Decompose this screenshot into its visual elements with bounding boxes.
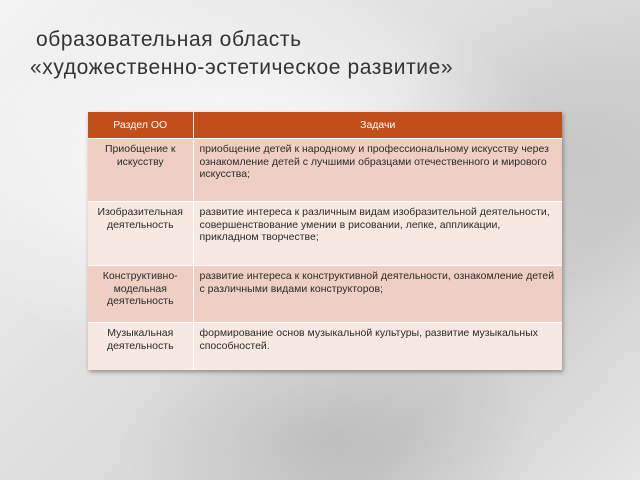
tasks-table — [88, 112, 562, 370]
table-header-row — [88, 112, 562, 139]
table-row — [88, 139, 562, 202]
row-section-cell: Приобщение к искусству — [88, 139, 193, 202]
table-row — [88, 202, 562, 266]
title-line-2: «художественно-эстетическое развитие» — [30, 56, 454, 79]
row-section-cell: Музыкальная деятельность — [88, 323, 193, 371]
row-tasks-cell: развитие интереса к различным видам изобразительной деятельности, совершенствование умении в рисовании, лепке, аппликации, прикладном творчестве; — [193, 202, 562, 266]
table-row — [88, 266, 562, 323]
row-section-cell: Изобразительная деятельность — [88, 202, 193, 266]
header-tasks: Задачи — [193, 112, 562, 139]
slide-title — [0, 26, 640, 82]
row-section-cell: Конструктивно-модельная деятельность — [88, 266, 193, 323]
row-tasks-cell: приобщение детей к народному и профессиональному искусству через ознакомление детей с лучшими образцами отечественного и мирового искусства; — [193, 139, 562, 202]
title-line-1: образовательная область — [36, 28, 302, 51]
row-tasks-cell: развитие интереса к конструктивной деятельности, ознакомление детей с различными видами конструкторов; — [193, 266, 562, 323]
table-row — [88, 323, 562, 371]
header-section: Раздел ОО — [88, 112, 193, 139]
row-tasks-cell: формирование основ музыкальной культуры, развитие музыкальных способностей. — [193, 323, 562, 371]
tasks-table-container — [88, 112, 562, 370]
